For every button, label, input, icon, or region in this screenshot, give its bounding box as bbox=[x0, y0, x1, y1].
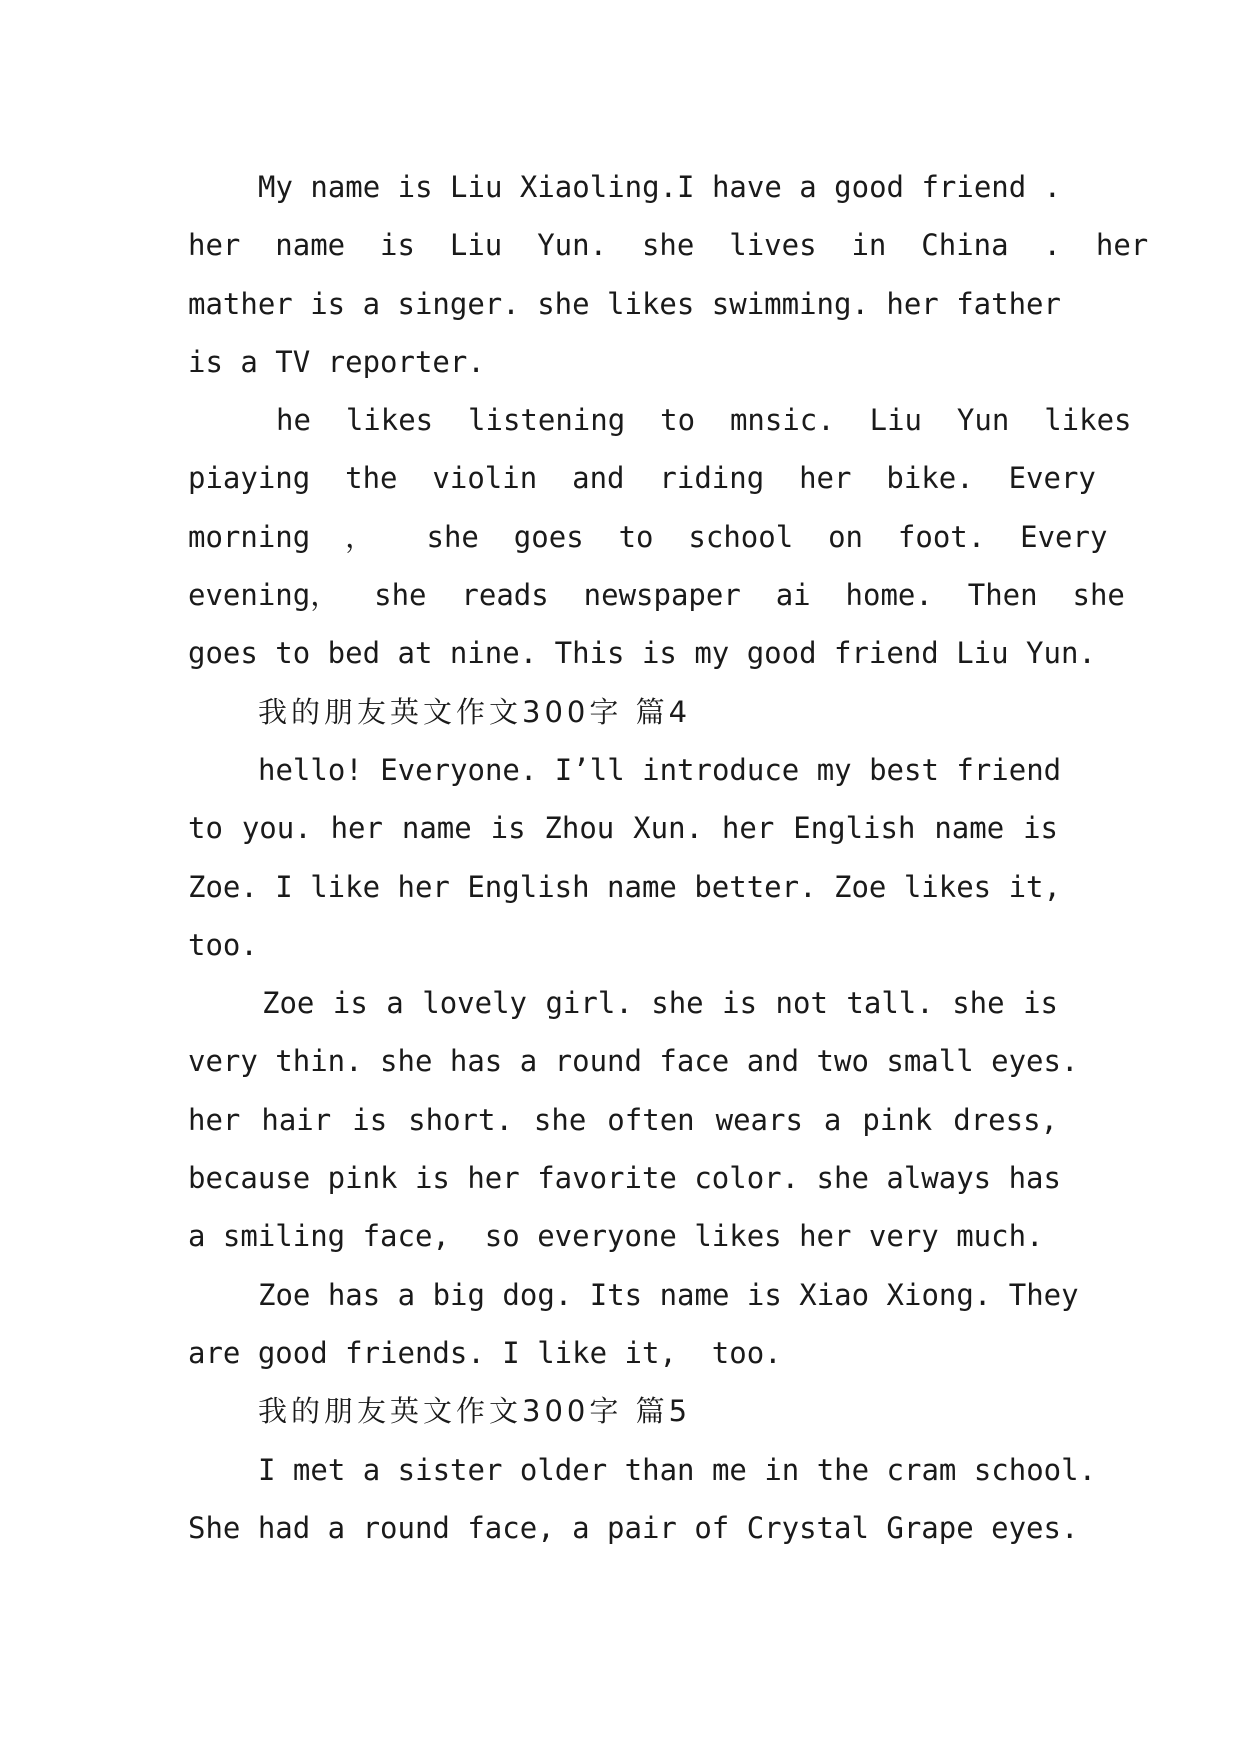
text-line: is a TV reporter. bbox=[188, 344, 485, 379]
text-line: I met a sister older than me in the cram school. bbox=[258, 1452, 1097, 1487]
text-line: because pink is her favorite color. she always has bbox=[188, 1161, 1061, 1196]
text-line: her name is Liu Yun. she lives in China . her bbox=[188, 228, 1149, 263]
text-line: a smiling face, so everyone likes her very much. bbox=[188, 1219, 1044, 1254]
text-line: are good friends. I like it, too. bbox=[188, 1335, 782, 1370]
text-line: hello! Everyone. I’ll introduce my best friend bbox=[258, 752, 1062, 787]
text-line: to you. her name is Zhou Xun. her English name is bbox=[188, 811, 1058, 846]
text-line: goes to bed at nine. This is my good friend Liu Yun. bbox=[188, 636, 1096, 671]
text-line: morning ， she goes to school on foot. Every bbox=[188, 519, 1108, 554]
text-line: Zoe is a lovely girl. she is not tall. she is bbox=[262, 986, 1058, 1021]
text-line: piaying the violin and riding her bike. Every bbox=[188, 461, 1096, 496]
section-heading: 我的朋友英文作文300字 篇5 bbox=[258, 1394, 692, 1429]
text-line: Zoe has a big dog. Its name is Xiao Xiong. They bbox=[258, 1277, 1079, 1312]
text-line: Zoe. I like her English name better. Zoe likes it, bbox=[188, 869, 1061, 904]
text-line: he likes listening to mnsic. Liu Yun likes bbox=[276, 403, 1132, 438]
text-line: evening， she reads newspaper ai home. Then she bbox=[188, 578, 1125, 613]
text-line: mather is a singer. she likes swimming. her father bbox=[188, 286, 1061, 321]
text-line: She had a round face, a pair of Crystal Grape eyes. bbox=[188, 1510, 1079, 1545]
document-page bbox=[188, 158, 1149, 1557]
text-line: My name is Liu Xiaoling.I have a good friend . bbox=[258, 170, 1062, 204]
section-heading: 我的朋友英文作文300字 篇4 bbox=[258, 694, 692, 729]
text-line: her hair is short. she often wears a pink dress, bbox=[188, 1102, 1058, 1137]
text-line: very thin. she has a round face and two small eyes. bbox=[188, 1044, 1079, 1079]
text-line: too. bbox=[188, 927, 258, 962]
